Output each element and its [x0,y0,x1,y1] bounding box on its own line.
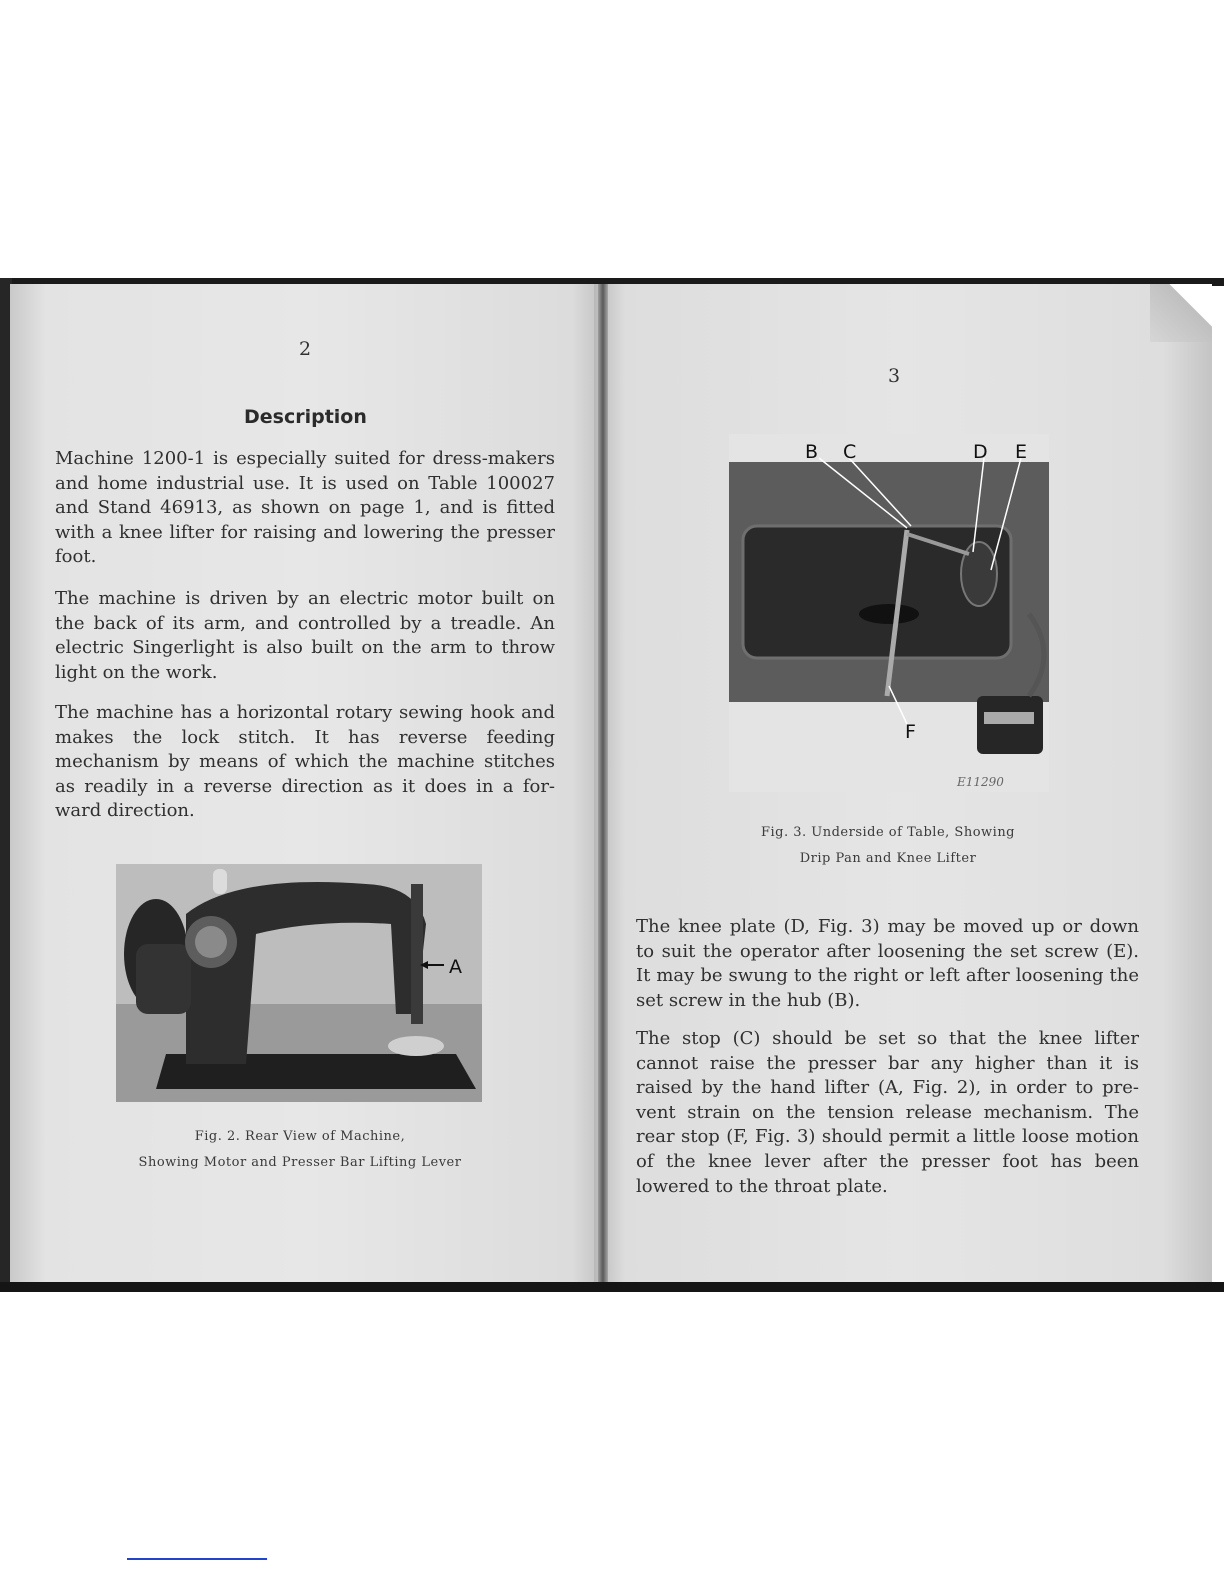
figure-2-caption-line-2: Showing Motor and Presser Bar Lifting Lever [138,1155,462,1170]
page-corner-fold [1150,284,1212,342]
fig2-label-a: A [449,956,462,978]
left-paragraph-2: The machine is driven by an electric motor built on the back of its arm, and controlled by a treadle. An electric Singerlight is also built on the arm to throw light on the work. [55,588,555,683]
figure-2-caption [60,1124,540,1176]
link-underline[interactable] [127,1558,267,1560]
scan-edge-bottom [0,1282,1224,1292]
figure-2-caption-line-1: Fig. 2. Rear View of Machine, [194,1129,406,1144]
figure-3-caption-line-1: Fig. 3. Underside of Table, Showing [760,825,1016,840]
right-paragraph-2: The stop (C) should be set so that the knee lifter cannot raise the presser bar any higher than it is raised by the hand lifter (A, Fig. 2), in order to pre-vent strain on the tension release mechanism. The rear stop (F, Fig. 3) should permit a little loose motion of the knee lever after the presser foot has been lowered to the throat plate. [636,1028,1139,1197]
fig3-label-c: C [843,441,857,463]
figure-2-photo [116,864,482,1102]
book-gutter [598,284,608,1284]
left-paragraph-1: Machine 1200-1 is especially suited for dress-makers and home industrial use. It is used on Table 100027 and Stand 46913, as shown on page 1, and is fitted with a knee lifter for raising and lowering the presser foot. [55,448,555,568]
right-paragraph-1: The knee plate (D, Fig. 3) may be moved up or down to suit the operator after loosening the set screw (E). It may be swung to the right or left after loosening the set screw in the hub (B). [636,916,1139,1011]
right-page-number: 3 [888,365,901,387]
left-paragraph-3: The machine has a horizontal rotary sewing hook and makes the lock stitch. It has reverse feeding mechanism by means of which the machine stitches as readily in a reverse direction as it does in a for-ward direction. [55,702,555,822]
figure-3-photo [729,434,1049,792]
fig3-label-e: E [1015,441,1028,463]
figure-3-caption [688,820,1088,872]
fig3-label-f: F [905,721,916,743]
fig3-label-b: B [805,441,819,463]
figure-3-caption-line-2: Drip Pan and Knee Lifter [799,851,977,866]
sewing-machine-illustration [116,864,482,1102]
fig3-serial: E11290 [957,775,1004,789]
table-underside-illustration [729,434,1049,792]
fig3-label-d: D [973,441,988,463]
page-heading: Description [244,406,367,428]
left-page-number: 2 [299,338,312,360]
